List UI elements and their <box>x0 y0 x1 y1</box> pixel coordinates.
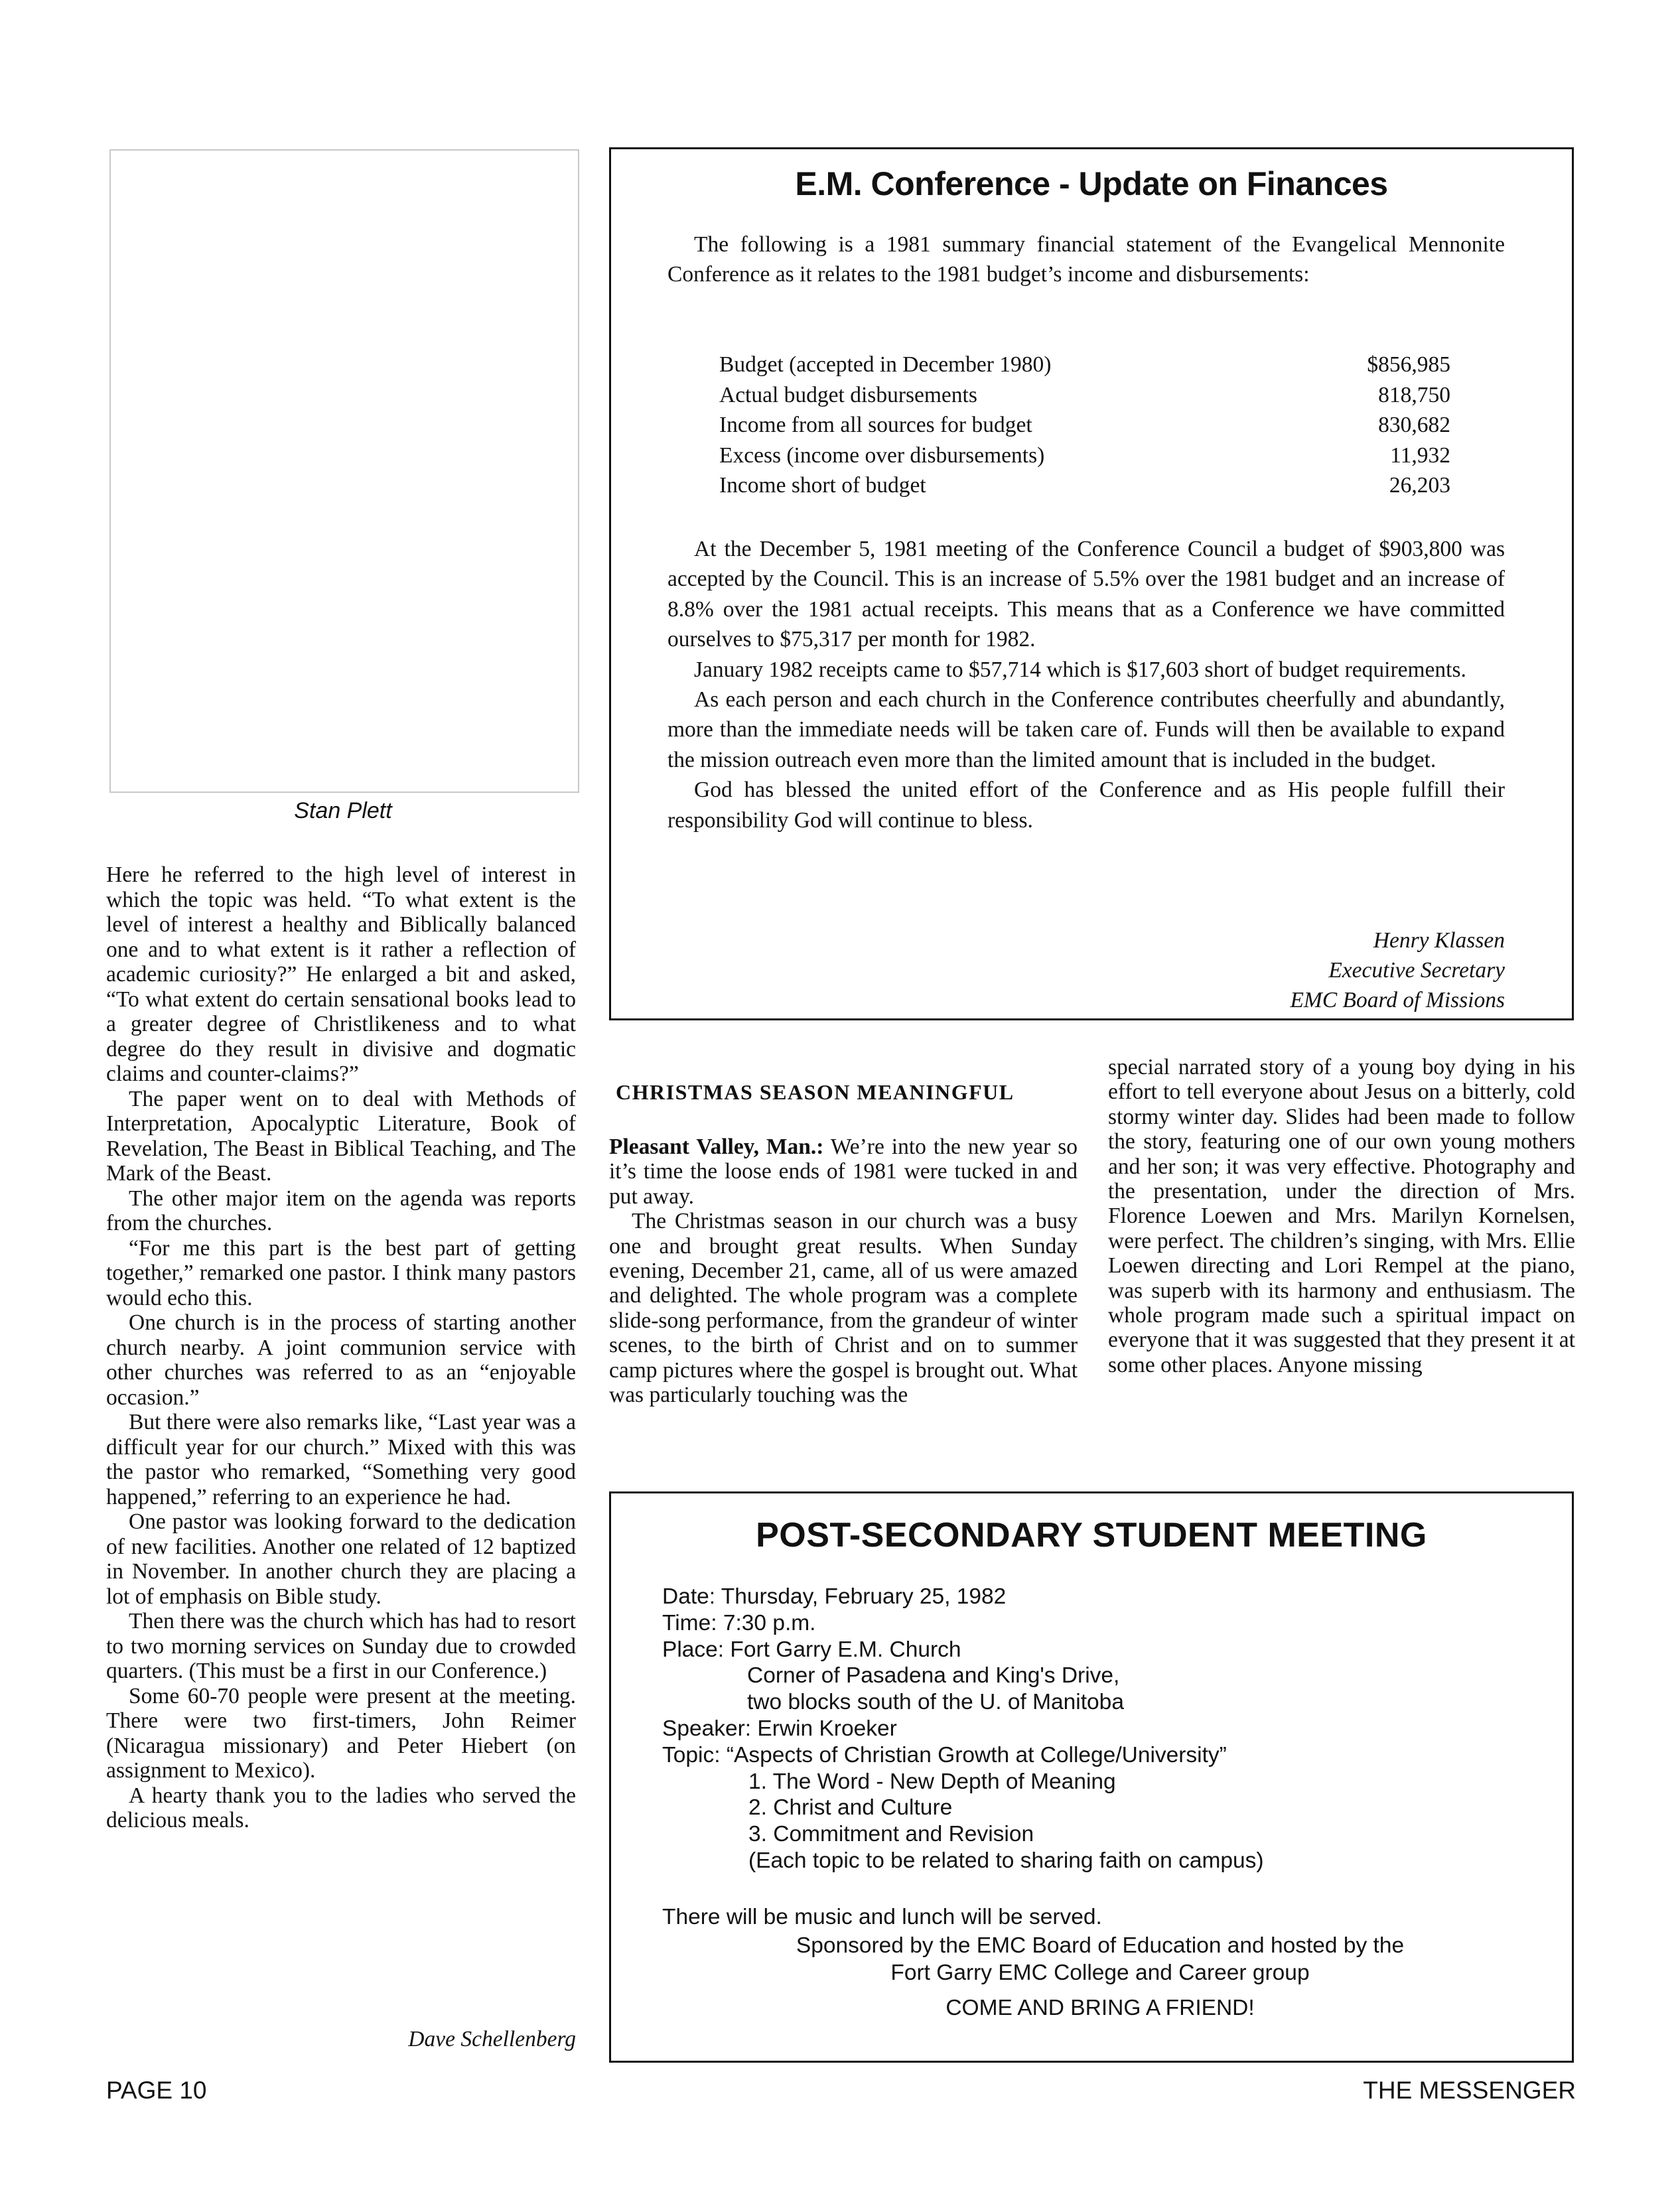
finance-row-label: Income short of budget <box>719 473 926 498</box>
meeting-place: Place: Fort Garry E.M. Church <box>662 1637 961 1662</box>
paragraph: The other major item on the agenda was reports from the churches. <box>106 1186 576 1235</box>
meeting-topic: Topic: “Aspects of Christian Growth at College/University” <box>662 1742 1227 1767</box>
finance-row-value: 26,203 <box>1389 473 1450 498</box>
topic-item: (Each topic to be related to sharing faith on campus) <box>748 1848 1264 1873</box>
signature-name: Henry Klassen <box>1373 928 1505 953</box>
finance-row <box>719 350 1450 380</box>
page-number: PAGE 10 <box>106 2077 207 2104</box>
meeting-sponsor <box>662 1932 1538 1986</box>
meeting-place-line: two blocks south of the U. of Manitoba <box>747 1690 1124 1715</box>
finance-intro: The following is a 1981 summary financial statement of the Evangelical Mennonite Conference as it relates to the 1981 budget’s income and disbursements: <box>667 232 1505 287</box>
paragraph: As each person and each church in the Conference contributes cheerfully and abundantly, more than the immediate needs will be taken care of. Funds will then be available to expand the mission outreach even more than the limited amount that is included in the budget. <box>667 687 1505 772</box>
paragraph: A hearty thank you to the ladies who served the delicious meals. <box>106 1783 576 1832</box>
meeting-place-line: Corner of Pasadena and King's Drive, <box>747 1663 1120 1689</box>
photo-caption: Stan Plett <box>294 798 392 823</box>
meeting-call-to-action: COME AND BRING A FRIEND! <box>945 1996 1255 2020</box>
finance-row-value: 11,932 <box>1390 443 1450 468</box>
meeting-time: Time: 7:30 p.m. <box>662 1610 816 1635</box>
christmas-column-1 <box>609 1135 1078 1407</box>
meeting-speaker: Speaker: Erwin Kroeker <box>662 1716 897 1741</box>
topic-item: 3. Commitment and Revision <box>748 1822 1034 1847</box>
finance-row <box>719 380 1450 411</box>
paragraph: The Christmas season in our church was a busy one and brought great results. When Sunday evening, December 21, came, all of us were amazed and delighted. The whole program was a complete slide-song performance, from the grandeur of winter scenes, to the birth of Christ and on to summer camp pictures where the gospel is brought out. What was particularly touching was the <box>609 1209 1078 1408</box>
paragraph: Here he referred to the high level of interest in which the topic was held. “To what extent is the level of interest a healthy and Biblically balanced one and to what extent is it rather a reflection of academic curiosity?” He enlarged a bit and asked, “To what extent do certain sensational books lead to a greater degree of Christlikeness and to what degree do they result in divisive and dogmatic claims and counter-claims?” <box>106 862 576 1086</box>
finance-row-label: Budget (accepted in December 1980) <box>719 352 1052 377</box>
finance-row <box>719 441 1450 471</box>
topic-item: 2. Christ and Culture <box>748 1795 953 1821</box>
paragraph: One church is in the process of starting another church nearby. A joint communion service with other churches was referred to as an “enjoyable occasion.” <box>106 1310 576 1410</box>
paragraph: Then there was the church which has had to resort to two morning services on Sunday due to crowded quarters. (This must be a first in our Conference.) <box>106 1609 576 1683</box>
paragraph: “For me this part is the best part of getting together,” remarked one pastor. I think many pastors would echo this. <box>106 1235 576 1310</box>
paragraph: At the December 5, 1981 meeting of the Conference Council a budget of $903,800 was accepted by the Council. This is an increase of 5.5% over the 1981 budget and an increase of 8.8% over the 1981 actual receipts. This means that as a Conference we have committed ourselves to $75,317 per month for 1982. <box>667 537 1505 652</box>
paragraph: God has blessed the united effort of the Conference and as His people fulfill their responsibility God will continue to bless. <box>667 778 1505 833</box>
magazine-name: THE MESSENGER <box>1363 2077 1576 2104</box>
photo-frame <box>109 149 579 793</box>
signature-title: Executive Secretary <box>1328 958 1505 983</box>
left-column-article <box>106 862 576 1833</box>
student-meeting-details <box>662 1584 1538 1874</box>
finance-row-label: Excess (income over disbursements) <box>719 443 1045 468</box>
christmas-column-2: special narrated story of a young boy dying in his effort to tell everyone about Jesus on a bitterly, cold stormy winter day. Slides had been made to follow the story, featuring one of our own young mothers and her son; it was very effective. Photography and the presentation, under the direction of Mrs. Florence Loewen and Mrs. Marilyn Kornelsen, were perfect. The children’s singing, with Mrs. Ellie Loewen directing and Lori Rempel at the piano, was superb with its harmony and enthusiasm. The whole program made such a spiritual impact on everyone that it was suggested that they present it at some other places. Anyone missing <box>1108 1055 1575 1377</box>
finance-row <box>719 410 1450 441</box>
student-meeting-title: POST-SECONDARY STUDENT MEETING <box>756 1516 1427 1554</box>
finance-row-label: Actual budget disbursements <box>719 382 977 407</box>
paragraph <box>609 1135 1078 1209</box>
paragraph: January 1982 receipts came to $57,714 which is $17,603 short of budget requirements. <box>694 657 1466 682</box>
christmas-heading: CHRISTMAS SEASON MEANINGFUL <box>616 1080 1015 1104</box>
finance-table <box>719 350 1450 501</box>
meeting-music-note: There will be music and lunch will be served. <box>662 1905 1102 1929</box>
dateline: Pleasant Valley, Man.: <box>609 1135 824 1159</box>
signature-org: EMC Board of Missions <box>1290 988 1505 1012</box>
finance-row <box>719 470 1450 501</box>
author-signature: Dave Schellenberg <box>408 2027 576 2051</box>
finance-row-label: Income from all sources for budget <box>719 413 1032 438</box>
finance-row-value: $856,985 <box>1367 352 1450 377</box>
sponsor-line: Fort Garry EMC College and Career group <box>890 1961 1310 1985</box>
finance-title: E.M. Conference - Update on Finances <box>795 165 1388 202</box>
finance-signature <box>667 926 1505 1015</box>
topic-item: 1. The Word - New Depth of Meaning <box>748 1769 1116 1794</box>
paragraph: But there were also remarks like, “Last year was a difficult year for our church.” Mixed with this was the pastor who remarked, “Something very good happened,” referring to an experience he had. <box>106 1410 576 1509</box>
finance-body <box>667 534 1505 835</box>
finance-row-value: 818,750 <box>1378 382 1450 407</box>
meeting-date: Date: Thursday, February 25, 1982 <box>662 1584 1007 1609</box>
paragraph: The paper went on to deal with Methods of Interpretation, Apocalyptic Literature, Book of Revelation, The Beast in Biblical Teaching, and The Mark of the Beast. <box>106 1086 576 1186</box>
sponsor-line: Sponsored by the EMC Board of Education and hosted by the <box>796 1933 1405 1958</box>
lead-text: We’re into the new year so it’s time the loose ends of 1981 were tucked in and put away. <box>609 1135 1078 1209</box>
finance-row-value: 830,682 <box>1378 413 1450 438</box>
paragraph: Some 60-70 people were present at the meeting. There were two first-timers, John Reimer (Nicaragua missionary) and Peter Hiebert (on assignment to Mexico). <box>106 1683 576 1783</box>
paragraph: One pastor was looking forward to the dedication of new facilities. Another one related of 12 baptized in November. In another church they are placing a lot of emphasis on Bible study. <box>106 1509 576 1609</box>
